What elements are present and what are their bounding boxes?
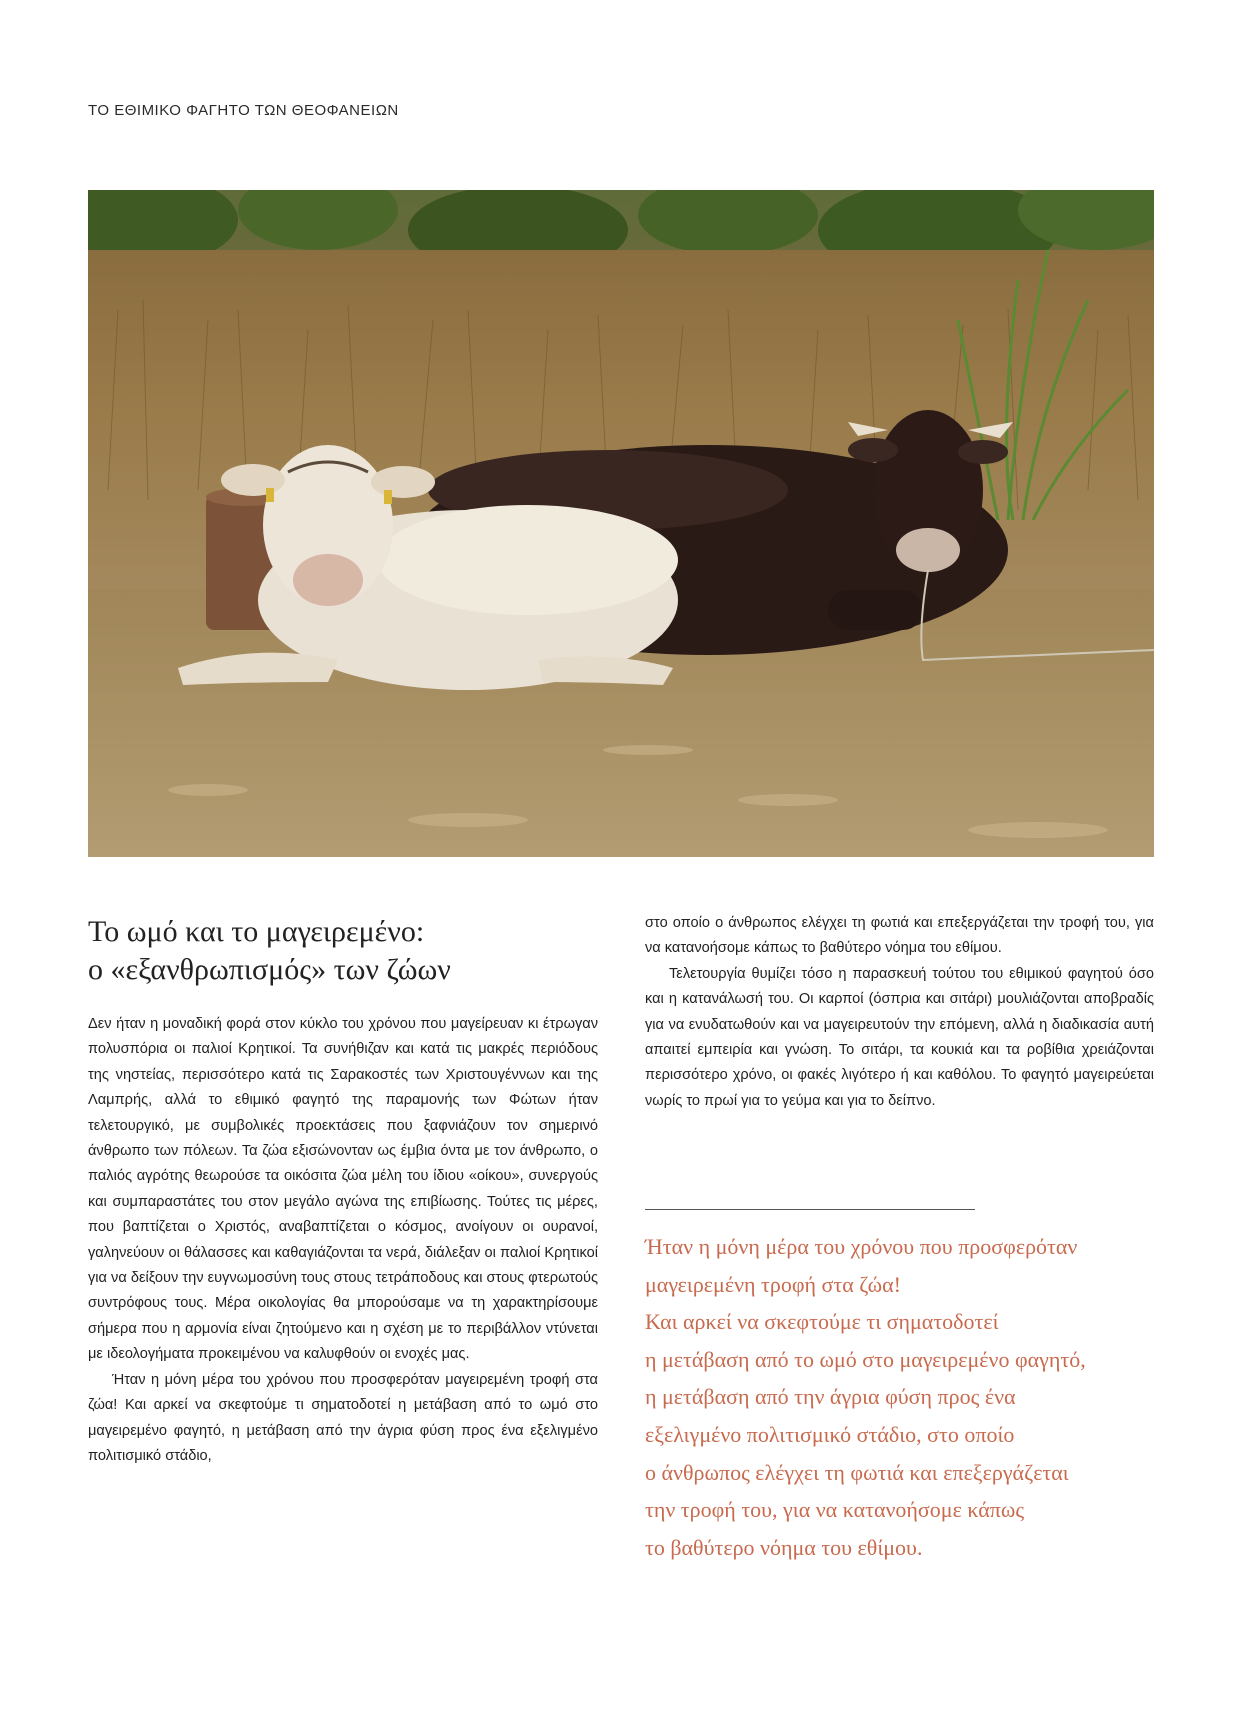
pull-quote-line: Ήταν η μόνη μέρα του χρόνου που προσφερόταν [645, 1234, 1078, 1259]
article-title-line-1: Το ωμό και το μαγειρεμένο: [88, 915, 425, 948]
cows-photo [88, 190, 1154, 857]
pull-quote [645, 1228, 1155, 1566]
body-paragraph: Ήταν η μόνη μέρα του χρόνου που προσφερόταν μαγειρεμένη τροφή στα ζώα! Και αρκεί να σκεφτούμε τι σηματοδοτεί η μετάβαση από το ωμό στο μαγειρεμένο φαγητό, η μετάβαση από την άγρια φύση προς ένα εξελιγμένο πολιτισμικό στάδιο, [88, 1371, 598, 1464]
pull-quote-line: εξελιγμένο πολιτισμικό στάδιο, στο οποίο [645, 1421, 1015, 1447]
article-title-line-2: ο «εξανθρωπισμός» των ζώων [88, 953, 451, 986]
body-paragraph: Δεν ήταν η μοναδική φορά στον κύκλο του χρόνου που μαγείρευαν κι έτρωγαν πολυσπόρια οι παλιοί Κρητικοί. Τα συνήθιζαν και κατά τις μακρές περιόδους της νηστείας, περισσότερο κατά τις Σαρακοστές των Χριστουγέννων και της Λαμπρής, αλλά το εθιμικό φαγητό της παραμονής των Φώτων ήταν τελετουργικό, με συμβολικές προεκτάσεις που ξαφνιάζουν τον σημερινό άνθρωπο των πόλεων. Τα ζώα εξισώνονταν ως έμβια όντα με τον άνθρωπο, ο παλιός αγρότης θεωρούσε τα οικόσιτα ζώα μέλη του ίδιου «οίκου», συνεργούς και συμπαραστάτες του στον μεγάλο αγώνα της επιβίωσης. Τούτες τις μέρες, που βαπτίζεται ο Χριστός, αναβαπτίζεται ο κόσμος, ανοίγουν οι ουρανοί, γαληνεύουν οι θάλασσες και καθαγιάζονται τα νερά, διάλεξαν οι παλιοί Κρητικοί για να δείξουν την ευγνωμοσύνη τους στους τετράποδους και στους φτερωτούς συντρόφους τους. Μέρα οικολογίας θα μπορούσαμε να τη χαρακτηρίσουμε σήμερα που η αρμονία είναι ζητούμενο και η σχέση με το περιβάλλον ντύνεται με ιδεολογήματα προκειμένου να καλυφθούν οι ενοχές μας. [88, 1016, 598, 1363]
pull-quote-line: ο άνθρωπος ελέγχει τη φωτιά και επεξεργάζεται [645, 1459, 1069, 1485]
left-column [88, 1012, 598, 1469]
pull-quote-line: μαγειρεμένη τροφή στα ζώα! [645, 1271, 901, 1297]
pull-quote-line: την τροφή του, για να κατανοήσομε κάπως [645, 1497, 1025, 1523]
pull-quote-line: η μετάβαση από το ωμό στο μαγειρεμένο φαγητό, [645, 1346, 1086, 1372]
pull-quote-line: το βαθύτερο νόημα του εθίμου. [645, 1534, 923, 1560]
article-title [88, 913, 598, 989]
pull-quote-line: η μετάβαση από την άγρια φύση προς ένα [645, 1384, 1016, 1410]
body-paragraph: Τελετουργία θυμίζει τόσο η παρασκευή τούτου του εθιμικού φαγητού όσο και η κατανάλωσή του. Οι καρποί (όσπρια και σιτάρι) μουλιάζονται αποβραδίς για να ενυδατωθούν και να μαγειρευτούν την επόμενη, αλλά η διαδικασία αυτή απαιτεί εμπειρία και γνώση. Το σιτάρι, τα κουκιά και τα ροβίθια χρειάζονται περισσότερο χρόνο, οι φακές λιγότερο ή και καθόλου. Το φαγητό μαγειρεύεται νωρίς το πρωί για το γεύμα και για το δείπνο. [645, 965, 1154, 1109]
cows-photo-illustration [88, 190, 1154, 857]
running-head: ΤΟ ΕΘΙΜΙΚΟ ΦΑΓΗΤΟ ΤΩΝ ΘΕΟΦΑΝΕΙΩΝ [88, 102, 399, 119]
pull-quote-divider [645, 1209, 975, 1210]
body-paragraph: στο οποίο ο άνθρωπος ελέγχει τη φωτιά και επεξεργάζεται την τροφή του, για να κατανοήσομε κάπως το βαθύτερο νόημα του εθίμου. [645, 915, 1154, 957]
right-column [645, 911, 1154, 1114]
pull-quote-line: Και αρκεί να σκεφτούμε τι σηματοδοτεί [645, 1309, 999, 1335]
